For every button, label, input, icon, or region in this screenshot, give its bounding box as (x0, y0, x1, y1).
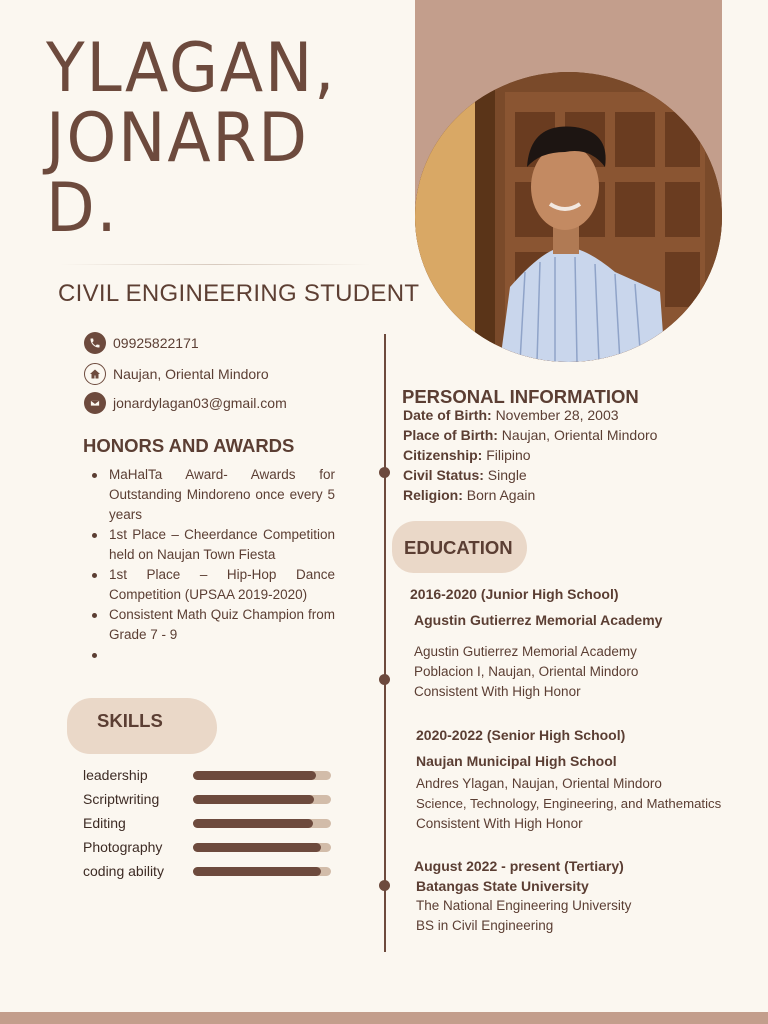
edu-school: Naujan Municipal High School (416, 753, 617, 769)
name-line-2: JONARD (46, 99, 309, 178)
edu-school: Batangas State University (416, 878, 589, 894)
edu-detail: Consistent With High Honor (416, 816, 583, 831)
honors-heading: HONORS AND AWARDS (83, 435, 295, 456)
edu-school: Agustin Gutierrez Memorial Academy (414, 612, 663, 628)
edu-detail: Andres Ylagan, Naujan, Oriental Mindoro (416, 776, 662, 791)
name-line-1: YLAGAN, (46, 29, 337, 108)
skill-label: Editing (83, 815, 126, 831)
honors-item: 1st Place – Cheerdance Competition held on Naujan Town Fiesta (91, 525, 335, 565)
skill-bar-fill (193, 843, 321, 852)
timeline-line (384, 334, 386, 952)
skill-bar-fill (193, 771, 316, 780)
skill-bar (193, 867, 331, 876)
personal-row-dob (403, 407, 619, 423)
skill-bar (193, 771, 331, 780)
citizenship-label: Citizenship: (403, 447, 483, 463)
religion-value: Born Again (466, 487, 536, 503)
edu-detail: BS in Civil Engineering (416, 918, 554, 933)
personal-info-heading: PERSONAL INFORMATION (402, 386, 639, 407)
job-title: CIVIL ENGINEERING STUDENT (58, 280, 420, 307)
pob-label: Place of Birth: (403, 427, 498, 443)
contact-address (84, 363, 269, 385)
personal-row-religion (403, 487, 535, 503)
edu-detail: Agustin Gutierrez Memorial Academy (414, 644, 637, 659)
edu-period: 2016-2020 (Junior High School) (410, 586, 619, 602)
address-text: Naujan, Oriental Mindoro (113, 366, 269, 382)
honors-item-empty (91, 645, 335, 665)
honors-item: MaHalTa Award- Awards for Outstanding Mindoreno once every 5 years (91, 465, 335, 525)
civil-status-value: Single (487, 467, 527, 483)
footer-color-band (0, 1012, 768, 1024)
skills-heading: SKILLS (97, 710, 163, 731)
home-icon (84, 363, 106, 385)
skill-label: coding ability (83, 863, 164, 879)
honors-item: 1st Place – Hip-Hop Dance Competition (UPSAA 2019-2020) (91, 565, 335, 605)
email-text: jonardylagan03@gmail.com (113, 395, 287, 411)
dob-value: November 28, 2003 (495, 407, 619, 423)
skill-label: Scriptwriting (83, 791, 160, 807)
timeline-dot (379, 467, 390, 478)
skill-label: Photography (83, 839, 163, 855)
skill-bar-fill (193, 819, 313, 828)
skill-bar-fill (193, 795, 314, 804)
personal-row-citizenship (403, 447, 531, 463)
email-icon (84, 392, 106, 414)
edu-period: 2020-2022 (Senior High School) (416, 727, 626, 743)
skill-bar (193, 819, 331, 828)
edu-period: August 2022 - present (Tertiary) (414, 858, 624, 874)
skill-label: leadership (83, 767, 148, 783)
skill-bar (193, 843, 331, 852)
edu-detail: Poblacion I, Naujan, Oriental Mindoro (414, 664, 639, 679)
profile-photo (415, 72, 722, 362)
skill-bar-fill (193, 867, 321, 876)
edu-detail: The National Engineering University (416, 898, 632, 913)
phone-text: 09925822171 (113, 335, 199, 351)
name-line-3: D. (46, 169, 119, 248)
pob-value: Naujan, Oriental Mindoro (501, 427, 658, 443)
personal-row-pob (403, 427, 657, 443)
edu-detail: Science, Technology, Engineering, and Mathematics (416, 796, 722, 811)
honors-list (91, 465, 335, 665)
personal-row-civil-status (403, 467, 527, 483)
contact-phone (84, 332, 199, 354)
timeline-dot (379, 674, 390, 685)
timeline-dot (379, 880, 390, 891)
civil-status-label: Civil Status: (403, 467, 484, 483)
name-divider (60, 264, 370, 265)
education-heading: EDUCATION (404, 537, 513, 558)
phone-icon (84, 332, 106, 354)
dob-label: Date of Birth: (403, 407, 492, 423)
full-name (46, 29, 390, 248)
citizenship-value: Filipino (486, 447, 531, 463)
edu-detail: Consistent With High Honor (414, 684, 581, 699)
skill-bar (193, 795, 331, 804)
religion-label: Religion: (403, 487, 463, 503)
contact-email (84, 392, 287, 414)
honors-item: Consistent Math Quiz Champion from Grade 7 - 9 (91, 605, 335, 645)
